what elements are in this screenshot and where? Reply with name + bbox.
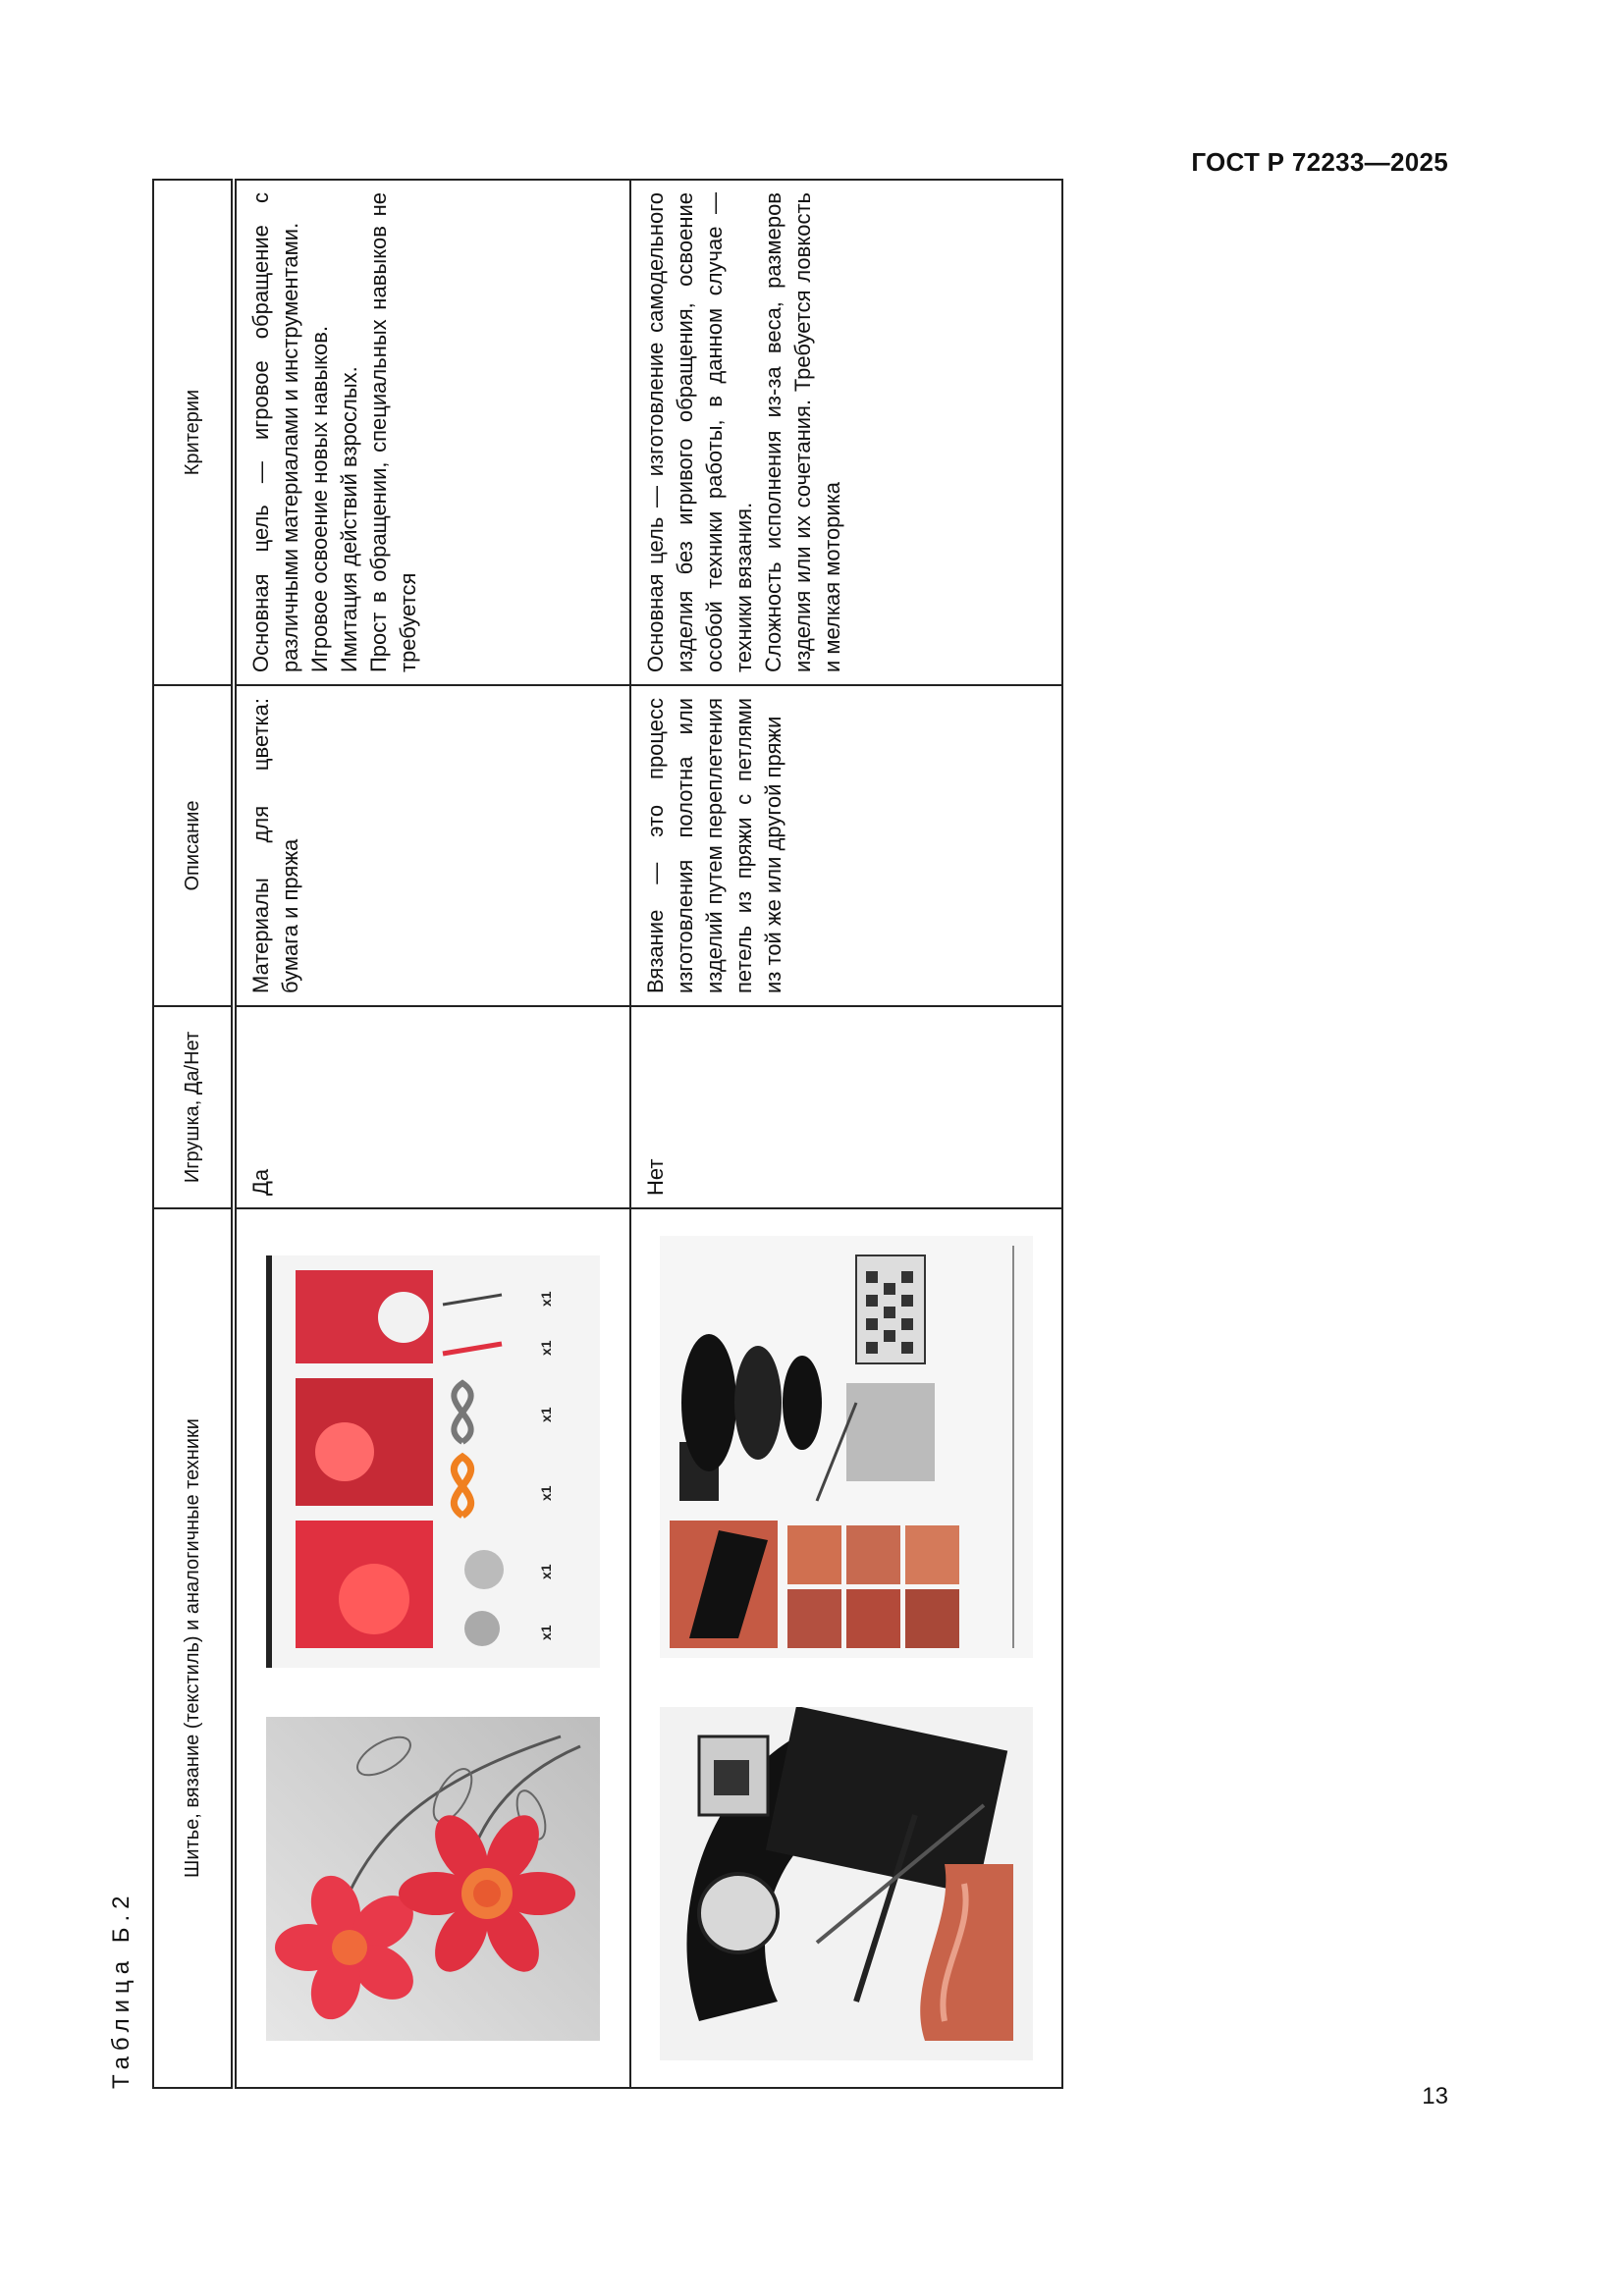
quantity-label-3: x1 (538, 1485, 554, 1501)
table-row (234, 180, 630, 2088)
criteria-line: Прост в обращении, специальных навыков не требуется (366, 192, 420, 672)
toy-cell: Нет (630, 1006, 1062, 1208)
quantity-label-4: x1 (538, 1407, 554, 1422)
criteria-table (152, 179, 1063, 2089)
criteria-cell (630, 180, 1062, 685)
toy-cell: Да (234, 1006, 630, 1208)
col-header-toy: Игрушка, Да/Нет (153, 1006, 234, 1208)
paper-flower-image (266, 1717, 600, 2041)
images-cell-paper-flower (234, 1208, 630, 2088)
quantity-label-1: x1 (538, 1625, 554, 1640)
quantity-label-5: x1 (538, 1340, 554, 1356)
images-cell-knitting (630, 1208, 1062, 2088)
instruction-sheet-image (266, 1255, 600, 1668)
rotated-table-area (108, 192, 1090, 2089)
quantity-label-2: x1 (538, 1564, 554, 1579)
table-header-row (153, 180, 234, 2088)
criteria-cell (234, 180, 630, 685)
knitting-steps-image (660, 1236, 1033, 1658)
col-header-criteria: Критерии (153, 180, 234, 685)
table-caption: Таблица Б.2 (108, 1890, 135, 2089)
criteria-line: Основная цель — изготовление самодельного изделия без игривого обращения, освоение особой техники работы, в данном случае — техники вязания. (643, 192, 756, 672)
table-row (630, 180, 1062, 2088)
criteria-line: Игровое освоение новых навыков. (307, 325, 332, 672)
col-header-description: Описание (153, 685, 234, 1006)
page-number: 13 (1422, 2083, 1448, 2109)
description-cell: Материалы для цветка: бумага и пряжа (234, 685, 630, 1006)
standard-header: ГОСТ Р 72233—2025 (1191, 147, 1448, 177)
criteria-line: Основная цель — игровое обращение с различными материалами и инструментами. (248, 192, 302, 672)
criteria-line: Сложность исполнения из-за веса, размеров изделия или их сочетания. Требуется ловкость и мелкая моторика (761, 192, 844, 672)
description-cell: Вязание — это процесс изготовления полотна или изделий путем переплетения петель из пряжи с петлями из той же или другой пряжи (630, 685, 1062, 1006)
knitting-kit-image (660, 1707, 1033, 2060)
criteria-line: Имитация действий взрослых. (337, 366, 361, 672)
col-header-technique: Шитье, вязание (текстиль) и аналогичные техники (153, 1208, 234, 2088)
quantity-label-6: x1 (538, 1291, 554, 1307)
